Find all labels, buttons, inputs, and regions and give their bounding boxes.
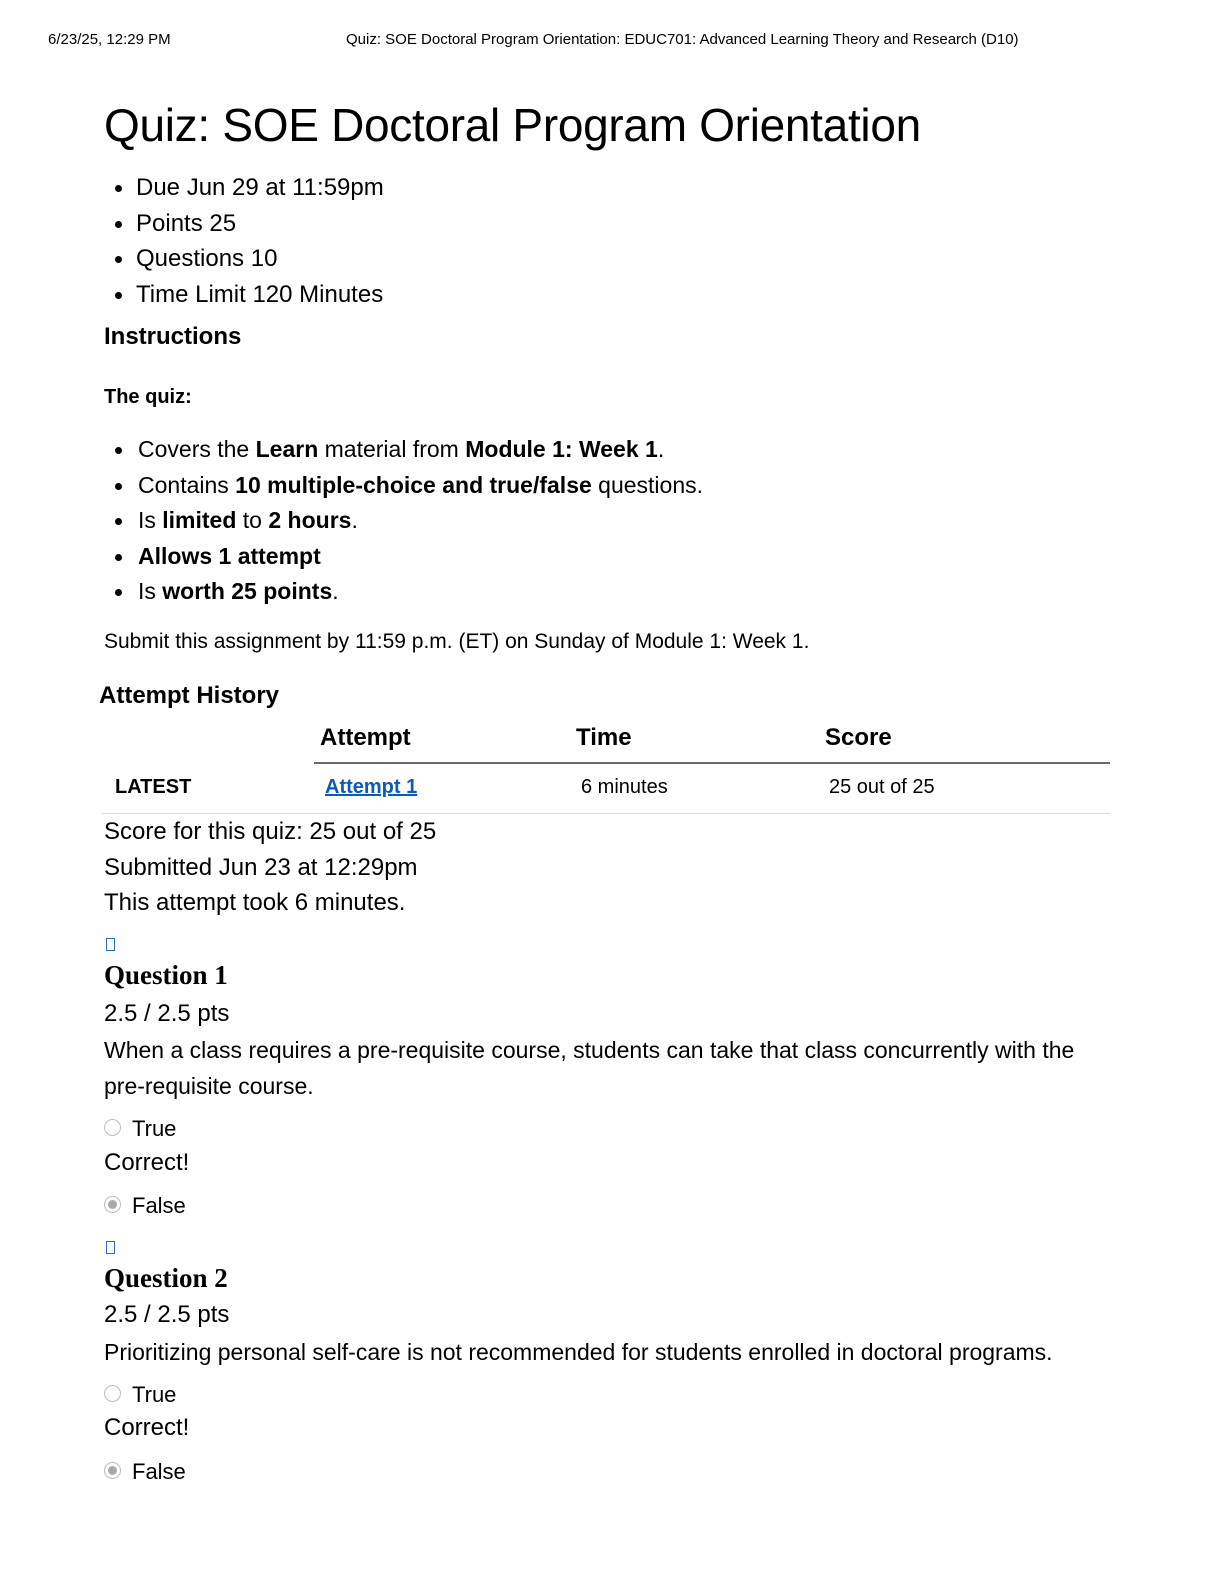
column-header-attempt: Attempt bbox=[320, 724, 411, 751]
radio-button-selected[interactable] bbox=[104, 1462, 121, 1479]
print-datetime: 6/23/25, 12:29 PM bbox=[48, 31, 171, 48]
quiz-due-date: Due Jun 29 at 11:59pm bbox=[104, 170, 384, 206]
attempt-summary bbox=[104, 814, 436, 921]
column-header-time: Time bbox=[576, 724, 632, 751]
instruction-rule bbox=[104, 503, 703, 539]
attempt-latest-label: LATEST bbox=[115, 776, 192, 798]
question-points: 2.5 / 2.5 pts bbox=[104, 1000, 230, 1027]
rule-text-bold: Allows 1 attempt bbox=[138, 542, 321, 569]
rule-text: Contains bbox=[138, 471, 236, 498]
rule-text: material from bbox=[318, 436, 466, 462]
question-points: 2.5 / 2.5 pts bbox=[104, 1301, 230, 1328]
answer-label: False bbox=[132, 1193, 186, 1218]
answer-feedback: Correct! bbox=[104, 1149, 190, 1176]
rule-text-bold: 2 hours bbox=[268, 507, 352, 533]
answer-label: False bbox=[132, 1459, 186, 1484]
rule-text-bold: Learn bbox=[255, 436, 319, 462]
submit-note: Submit this assignment by 11:59 p.m. (ET) on Sunday of Module 1: Week 1. bbox=[104, 630, 810, 653]
attempt-history-table bbox=[102, 718, 1110, 814]
page-title: Quiz: SOE Doctoral Program Orientation bbox=[104, 99, 921, 151]
quiz-questions-count: Questions 10 bbox=[104, 241, 384, 277]
radio-button-selected[interactable] bbox=[104, 1196, 121, 1213]
rule-text: . bbox=[657, 436, 665, 462]
question-title: Question 1 bbox=[104, 960, 228, 990]
attempt-1-link[interactable]: Attempt 1 bbox=[325, 776, 418, 798]
question-title: Question 2 bbox=[104, 1263, 228, 1293]
rule-text: to bbox=[236, 507, 269, 533]
flag-question-icon[interactable] bbox=[106, 938, 115, 951]
instruction-rule bbox=[104, 432, 703, 468]
rule-text: Is bbox=[138, 578, 163, 604]
instructions-heading: Instructions bbox=[104, 323, 242, 350]
answer-feedback: Correct! bbox=[104, 1414, 190, 1441]
answer-label: True bbox=[132, 1116, 177, 1141]
table-header-divider bbox=[314, 762, 1110, 764]
instructions-intro: The quiz: bbox=[104, 386, 192, 408]
rule-text: questions. bbox=[591, 471, 704, 498]
print-header bbox=[0, 31, 1224, 51]
radio-button[interactable] bbox=[104, 1385, 121, 1402]
rule-text: Covers the bbox=[138, 436, 256, 462]
attempt-time: 6 minutes bbox=[581, 776, 668, 798]
flag-question-icon[interactable] bbox=[106, 1241, 115, 1254]
rule-text-bold: worth 25 points bbox=[162, 578, 333, 604]
quiz-details-list bbox=[104, 170, 384, 312]
rule-text: Is bbox=[138, 507, 163, 533]
rule-text-bold: limited bbox=[162, 507, 237, 533]
instruction-rule bbox=[104, 574, 703, 610]
question-text: Prioritizing personal self-care is not recommended for students enrolled in doctoral programs. bbox=[104, 1339, 1053, 1365]
attempt-score: 25 out of 25 bbox=[829, 776, 935, 798]
attempt-history-heading: Attempt History bbox=[99, 682, 280, 709]
quiz-points: Points 25 bbox=[104, 206, 384, 242]
attempt-duration: This attempt took 6 minutes. bbox=[104, 889, 406, 916]
instruction-rule bbox=[104, 539, 703, 575]
submitted-time: Submitted Jun 23 at 12:29pm bbox=[104, 853, 418, 881]
rule-text: . bbox=[332, 578, 339, 604]
column-header-score: Score bbox=[825, 724, 892, 751]
question-text: When a class requires a pre-requisite course, students can take that class concurrently with the pre-requisite course. bbox=[104, 1037, 1075, 1099]
answer-label: True bbox=[132, 1382, 177, 1407]
rule-text-bold: 10 multiple-choice and true/false bbox=[235, 471, 592, 498]
quiz-score: Score for this quiz: 25 out of 25 bbox=[104, 818, 437, 845]
print-page-title: Quiz: SOE Doctoral Program Orientation: EDUC701: Advanced Learning Theory and Research (D10) bbox=[346, 31, 1019, 48]
rule-text: . bbox=[351, 507, 358, 533]
instruction-rule bbox=[104, 468, 703, 504]
rule-text-bold: Module 1: Week 1 bbox=[465, 436, 658, 462]
instructions-rules-list bbox=[104, 432, 703, 610]
radio-button[interactable] bbox=[104, 1119, 121, 1136]
quiz-time-limit: Time Limit 120 Minutes bbox=[104, 277, 384, 313]
